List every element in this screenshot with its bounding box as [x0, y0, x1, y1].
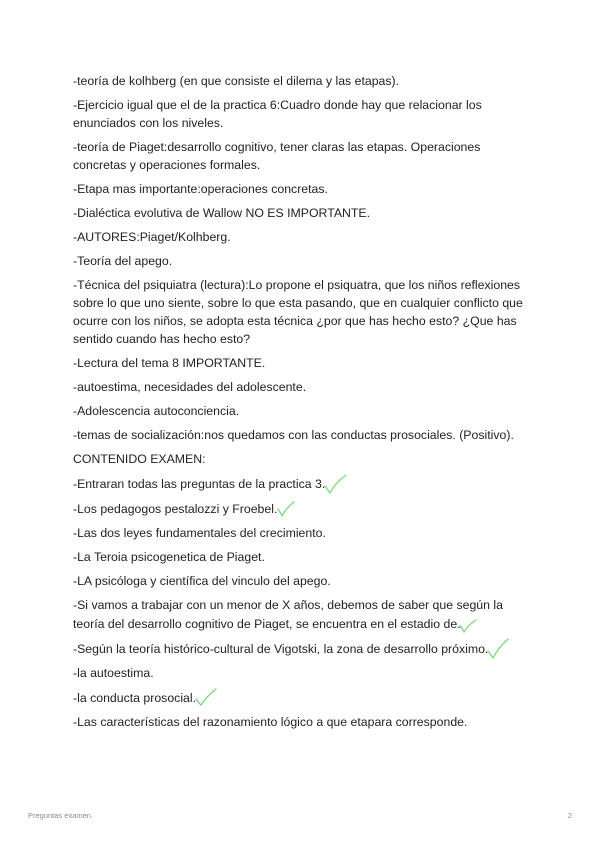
- list-item: -Entraran todas las preguntas de la practica 3.: [73, 474, 531, 494]
- list-item: -la conducta prosocial.: [73, 688, 531, 708]
- checkmark-icon: [486, 639, 510, 659]
- list-item: -Los pedagogos pestalozzi y Froebel.: [73, 499, 531, 519]
- list-item: -Si vamos a trabajar con un menor de X años, debemos de saber que según la teoría del desarrollo cognitivo de Piaget, se encuentra en el estadio de.: [73, 596, 531, 634]
- page-number: 2: [567, 811, 572, 820]
- list-item: -La Teroia psicogenetica de Piaget.: [73, 550, 265, 564]
- document-body: [73, 72, 531, 737]
- list-item: -Las dos leyes fundamentales del crecimiento.: [73, 526, 326, 540]
- list-item: -Dialéctica evolutiva de Wallow NO ES IMPORTANTE.: [73, 206, 371, 220]
- list-item: -teoría de Piaget:desarrollo cognitivo, tener claras las etapas. Operaciones concretas y operaciones formales.: [73, 140, 481, 172]
- list-item: -Según la teoría histórico-cultural de Vigotski, la zona de desarrollo próximo.: [73, 639, 531, 659]
- list-item: -la autoestima.: [73, 666, 154, 680]
- list-item: -Lectura del tema 8 IMPORTANTE.: [73, 356, 266, 370]
- checkmark-icon: [194, 688, 218, 708]
- list-item: -Técnica del psiquiatra (lectura):Lo propone el psiquatra, que los niños reflexiones sobre lo que uno siente, sobre lo que esta pasando, que en cualquier conflicto que ocurre con los niños, se adopta esta técnica ¿por que has hecho esto? ¿Que has sentido cuando has hecho esto?: [73, 278, 523, 346]
- list-item: -temas de socialización:nos quedamos con las conductas prosociales. (Positivo).: [73, 428, 514, 442]
- list-item: -AUTORES:Piaget/Kolhberg.: [73, 230, 231, 244]
- list-item: -teoría de kolhberg (en que consiste el dilema y las etapas).: [73, 74, 400, 88]
- list-item: -Etapa mas importante:operaciones concretas.: [73, 182, 328, 196]
- section-heading: CONTENIDO EXAMEN:: [73, 452, 206, 466]
- list-item: -Teoría del apego.: [73, 254, 173, 268]
- list-item: -autoestima, necesidades del adolescente.: [73, 380, 307, 394]
- list-item: -Adolescencia autoconciencia.: [73, 404, 240, 418]
- list-item: -Las características del razonamiento lógico a que etapara corresponde.: [73, 715, 468, 729]
- checkmark-icon: [275, 499, 299, 519]
- list-item: -LA psicóloga y científica del vinculo del apego.: [73, 574, 331, 588]
- checkmark-icon: [323, 474, 347, 494]
- list-item: -Ejercicio igual que el de la practica 6:Cuadro donde hay que relacionar los enunciados con los niveles.: [73, 98, 482, 130]
- footer-title: Preguntas examen.: [28, 811, 94, 820]
- checkmark-icon: [459, 614, 483, 634]
